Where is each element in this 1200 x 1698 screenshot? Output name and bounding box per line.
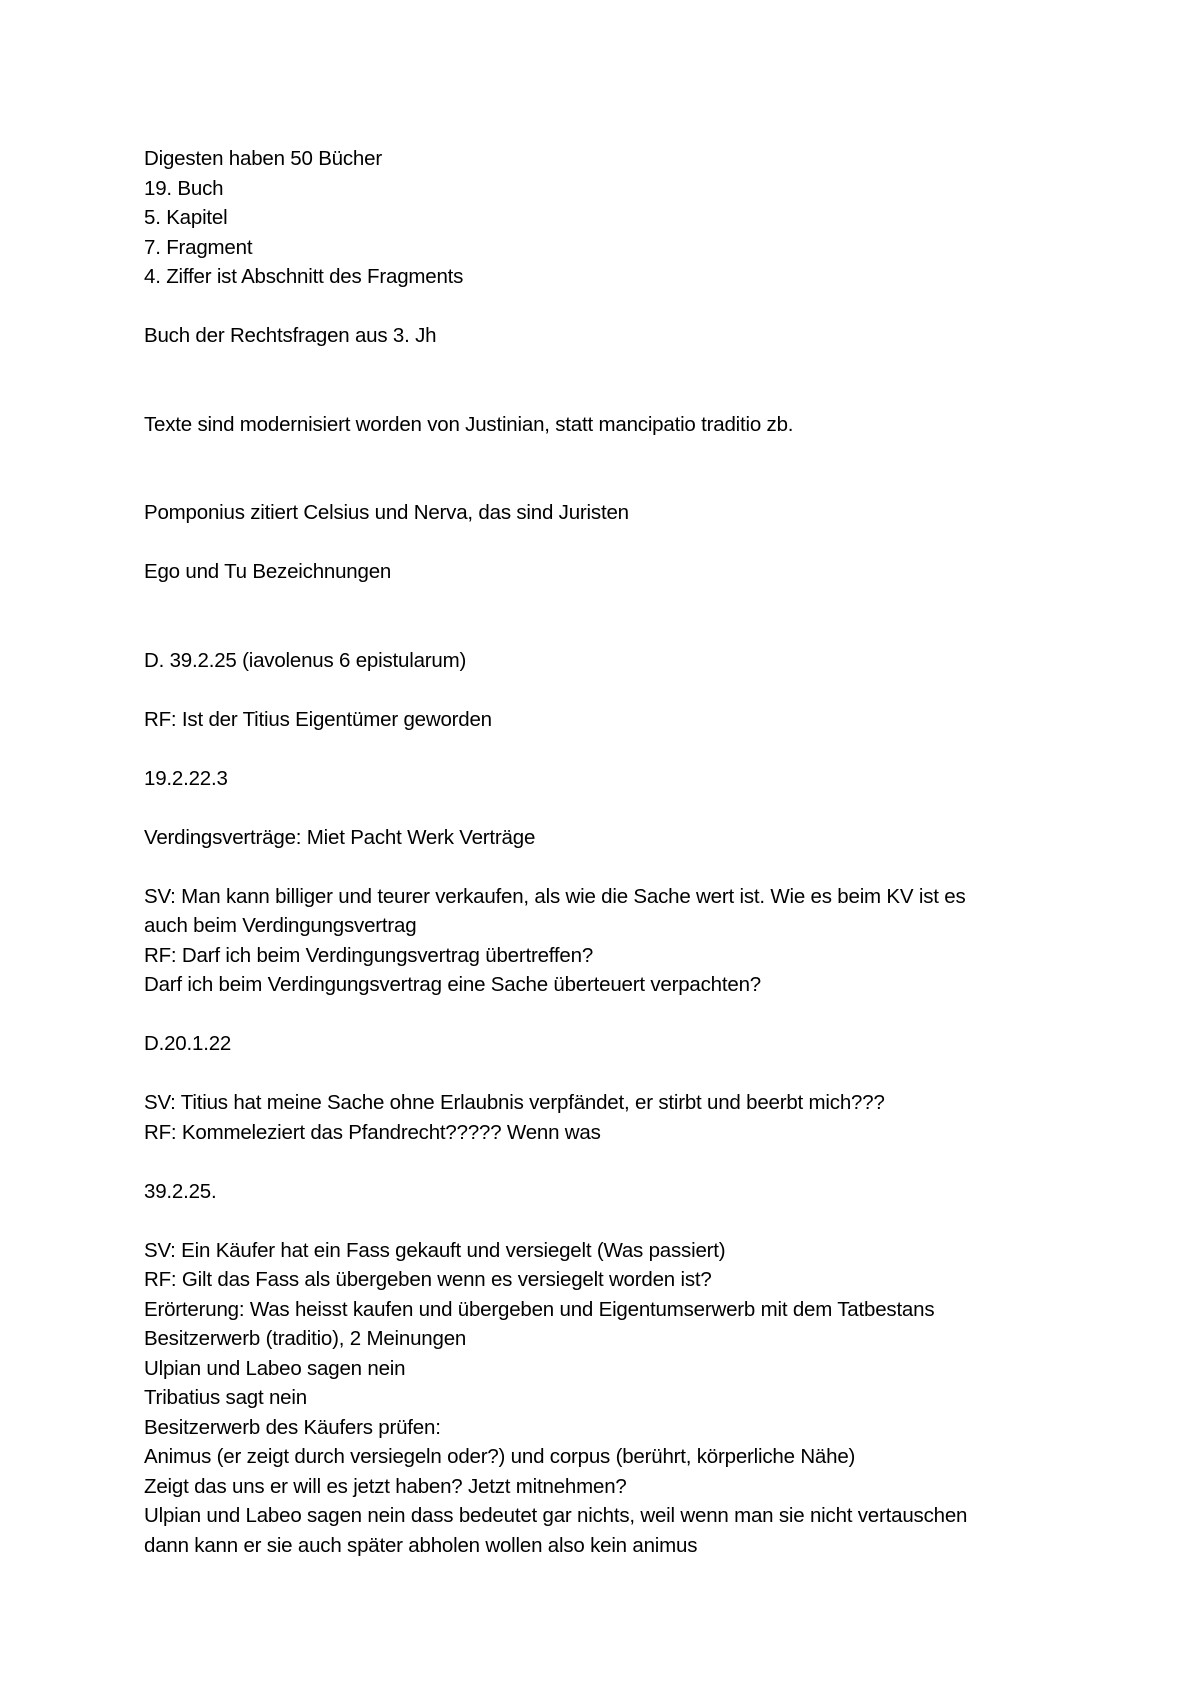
text-line: Animus (er zeigt durch versiegeln oder?) und corpus (berührt, körperliche Nähe) — [144, 1445, 856, 1468]
paragraph-gap — [144, 439, 1064, 498]
text-line: RF: Ist der Titius Eigentümer geworden — [144, 707, 492, 731]
text-line: SV: Titius hat meine Sache ohne Erlaubnis verpfändet, er stirbt und beerbt mich??? — [144, 1091, 885, 1114]
text-line: 19.2.22.3 — [144, 766, 228, 790]
text-line: SV: Man kann billiger und teurer verkaufen, als wie die Sache wert ist. Wie es beim KV ist es — [144, 884, 966, 908]
text-line: Ulpian und Labeo sagen nein — [144, 1356, 406, 1380]
text-line: Pomponius zitiert Celsius und Nerva, das sind Juristen — [144, 501, 629, 524]
text-line: Digesten haben 50 Bücher — [144, 147, 382, 170]
text-line: RF: Kommeleziert das Pfandrecht????? Wenn was — [144, 1120, 601, 1144]
text-line: SV: Ein Käufer hat ein Fass gekauft und versiegelt (Was passiert) — [144, 1238, 726, 1262]
text-line: 19. Buch — [144, 176, 224, 200]
text-line: Zeigt das uns er will es jetzt haben? Jetzt mitnehmen? — [144, 1474, 627, 1498]
text-line: Ego und Tu Bezeichnungen — [144, 560, 392, 583]
paragraph-gap — [144, 675, 1064, 705]
paragraph-gap — [144, 1206, 1064, 1236]
text-line: RF: Gilt das Fass als übergeben wenn es versiegelt worden ist? — [144, 1268, 712, 1291]
text-line: Darf ich beim Verdingungsvertrag eine Sache überteuert verpachten? — [144, 973, 761, 996]
paragraph-gap — [144, 1059, 1064, 1089]
text-line: 7. Fragment — [144, 235, 253, 259]
paragraph-gap — [144, 852, 1064, 882]
text-line: Tribatius sagt nein — [144, 1386, 307, 1409]
paragraph-gap — [144, 793, 1064, 823]
paragraph-gap — [144, 734, 1064, 764]
text-line: D.20.1.22 — [144, 1032, 232, 1055]
text-line: Buch der Rechtsfragen aus 3. Jh — [144, 324, 437, 347]
text-line: Erörterung: Was heisst kaufen und übergeben und Eigentumserwerb mit dem Tatbestans — [144, 1297, 935, 1321]
paragraph-gap — [144, 587, 1064, 646]
text-line: 4. Ziffer ist Abschnitt des Fragments — [144, 265, 464, 288]
text-line: auch beim Verdingungsvertrag — [144, 914, 417, 937]
paragraph-gap — [144, 1147, 1064, 1177]
document-body — [144, 144, 1064, 1560]
paragraph-gap — [144, 528, 1064, 558]
paragraph-gap — [144, 351, 1064, 410]
text-line: Besitzerwerb des Käufers prüfen: — [144, 1415, 441, 1439]
text-line: Texte sind modernisiert worden von Justinian, statt mancipatio traditio zb. — [144, 412, 794, 436]
text-line: 5. Kapitel — [144, 206, 228, 229]
text-line: 39.2.25. — [144, 1179, 217, 1203]
text-line: Ulpian und Labeo sagen nein dass bedeutet gar nichts, weil wenn man sie nicht vertauschen — [144, 1504, 968, 1527]
paragraph-gap — [144, 1000, 1064, 1030]
paragraph-gap — [144, 292, 1064, 322]
text-line: D. 39.2.25 (iavolenus 6 epistularum) — [144, 648, 467, 672]
text-line: dann kann er sie auch später abholen wollen also kein animus — [144, 1533, 698, 1557]
text-line: Verdingsverträge: Miet Pacht Werk Verträge — [144, 825, 536, 849]
text-line: Besitzerwerb (traditio), 2 Meinungen — [144, 1327, 467, 1350]
text-line: RF: Darf ich beim Verdingungsvertrag übertreffen? — [144, 943, 594, 967]
